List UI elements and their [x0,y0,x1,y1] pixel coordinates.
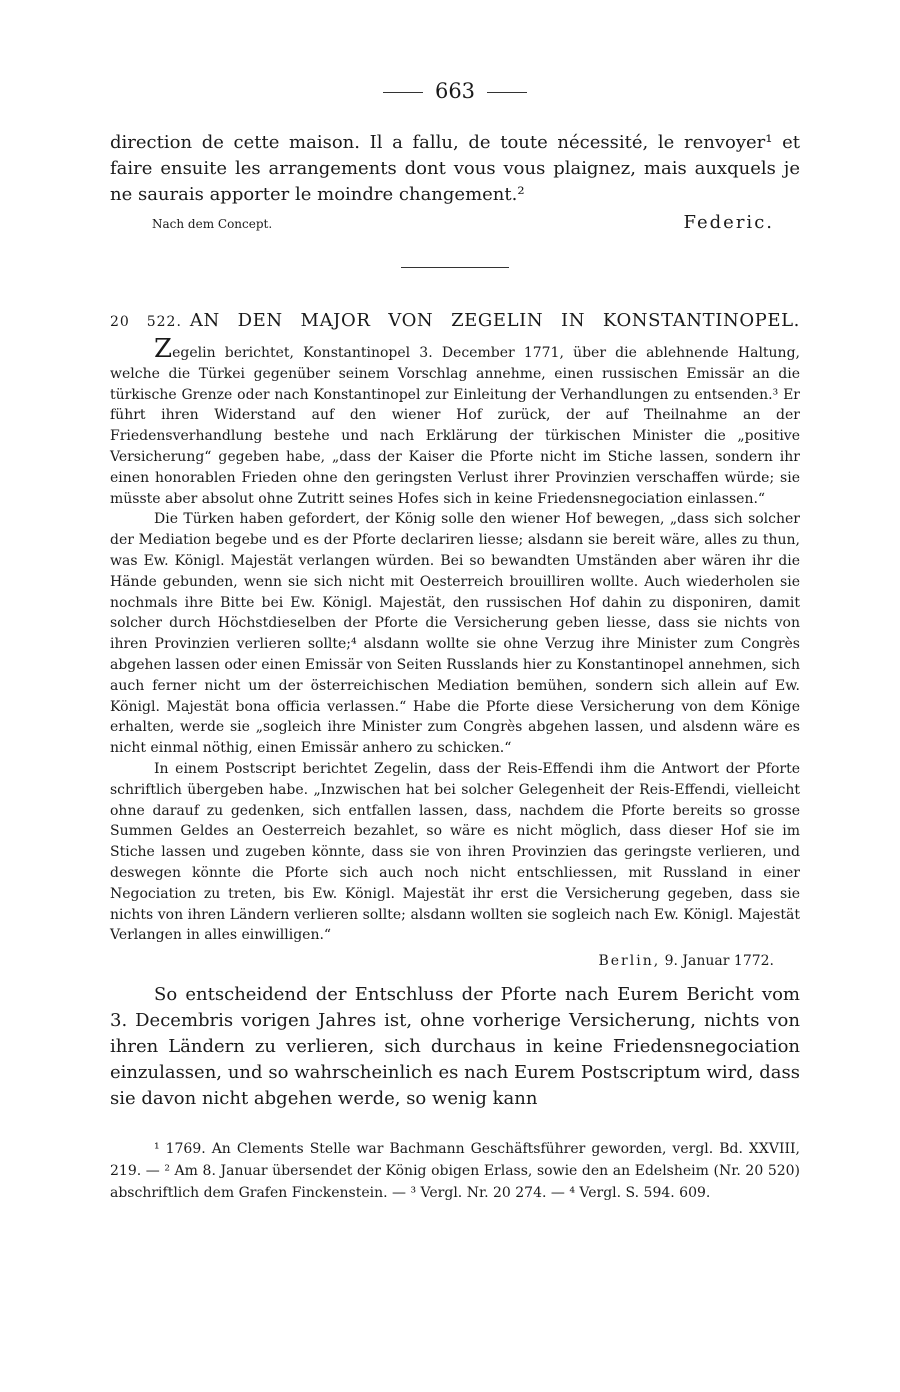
section-divider [401,267,509,268]
letter-body: So entscheidend der Entschluss der Pforte nach Eurem Bericht vom 3. Decembris vorigen Jahres ist, ohne vorherige Versicherung, nichts von ihren Ländern zu verlieren, sich durchaus in keine Friedensnegociation einzulassen, und so wahrscheinlich es nach Eurem Postscriptum wird, dass sie davon nicht abgehen werde, so wenig kann [110,984,800,1110]
page-number-dash-left [383,92,423,93]
summary-initial: Z [154,334,173,364]
dateline-date: 9. Januar 1772. [664,953,774,970]
previous-letter-closing [110,212,800,233]
page-number-dash-right [487,92,527,93]
letter-title: AN DEN MAJOR VON ZEGELIN IN KONSTANTINOPEL. [189,310,800,331]
summary-paragraph-2: Die Türken haben gefordert, der König solle den wiener Hof bewegen, „dass sich solcher der Mediation begebe und es der Pforte declariren liesse; alsdann sie bereit wäre, alles zu thun, was Ew. Königl. Majestät verlangen würden. Bei so bewandten Umständen aber wären ihr die Hände gebunden, wenn sie sich nicht mit Oesterreich brouilliren wollte. Auch wiederholen sie nochmals ihre Bitte bei Ew. Königl. Majestät, den russischen Hof dahin zu disponiren, damit solcher durch Höchstdieselben der Pforte die Versicherung geben liesse, dass sie nichts von ihren Provinzien verlieren sollte;⁴ alsdann wollte sie ohne Verzug ihre Minister zum Congrès abgehen lassen oder einen Emissär von Seiten Russlands hier zu Konstantinopel annehmen, sich auch ferner nicht um der österreichischen Mediation bemühen, sondern sich allein auf Ew. Königl. Majestät bona officia verlassen.“ Habe die Pforte diese Versicherung von dem Könige erhalten, werde sie „sogleich ihre Minister zum Congrès abgehen lassen, und alsdenn wäre es nicht einmal nöthig, einen Emissär anhero zu schicken.“ [110,511,800,757]
letter-heading [110,308,800,335]
page-number: 663 [434,79,476,103]
letter-number: 20 522. [110,314,182,330]
source-note: Nach dem Concept. [152,217,273,231]
dateline [110,950,774,972]
page-number-line [110,76,800,106]
summary-paragraph-1-text: egelin berichtet, Konstantinopel 3. December 1771, über die ablehnende Haltung, welche die Türkei gegenüber seinem Vorschlag annehme, einen russischen Emissär an die türkische Grenze oder nach Konstantinopel zur Einleitung der Verhandlungen zu entsenden.³ Er führt ihren Widerstand auf den wiener Hof zurück, der auf Theilnahme an der Friedensverhandlung bestehe und nach Erklärung der türkischen Minister die „positive Versicherung“ gegeben habe, „dass der Kaiser die Pforte nicht im Stiche lassen, sondern ihr einen honorablen Frieden ohne den geringsten Verlust ihrer Provinzien verschaffen würde; sie müsste aber absolut ohne Zutritt seines Hofes sich in keine Friedensnegociation einlassen.“ [110,345,800,507]
dateline-place: Berlin, [598,953,661,970]
book-page [110,76,800,1204]
footnotes: ¹ 1769. An Clements Stelle war Bachmann Geschäftsführer geworden, vergl. Bd. XXVIII, 219. — ² Am 8. Januar übersendet der König obigen Erlass, sowie den an Edelsheim (Nr. 20 520) abschriftlich dem Grafen Finckenstein. — ³ Vergl. Nr. 20 274. — ⁴ Vergl. S. 594. 609. [110,1141,800,1202]
signature: Federic. [683,212,774,233]
summary-paragraph-1 [110,334,800,509]
summary-paragraph-3: In einem Postscript berichtet Zegelin, dass der Reis-Effendi ihm die Antwort der Pforte schriftlich übergeben habe. „Inzwischen hat bei solcher Gelegenheit der Reis-Effendi, vielleicht ohne darauf zu gedenken, sich entfallen lassen, dass, nachdem die Pforte bereits so grosse Summen Geldes an Oesterreich bezahlet, so wäre es nicht möglich, dass dieser Hof sie im Stiche lassen und zugeben könnte, dass sie von ihren Provinzien das geringste verlieren, und deswegen könnte die Pforte sich auch noch nicht entschliessen, mit Russland in einer Negociation zu treten, bis Ew. Königl. Majestät ihr erst die Versicherung gegeben, dass sie nichts von ihren Ländern verlieren sollte; alsdann wollten sie sogleich nach Ew. Königl. Majestät Verlangen in alles einwilligen.“ [110,760,800,944]
previous-letter-ending: direction de cette maison. Il a fallu, de toute nécessité, le renvoyer¹ et faire ensuite les arrangements dont vous vous plaignez, mais auxquels je ne saurais apporter le moindre changement.² [110,132,800,205]
